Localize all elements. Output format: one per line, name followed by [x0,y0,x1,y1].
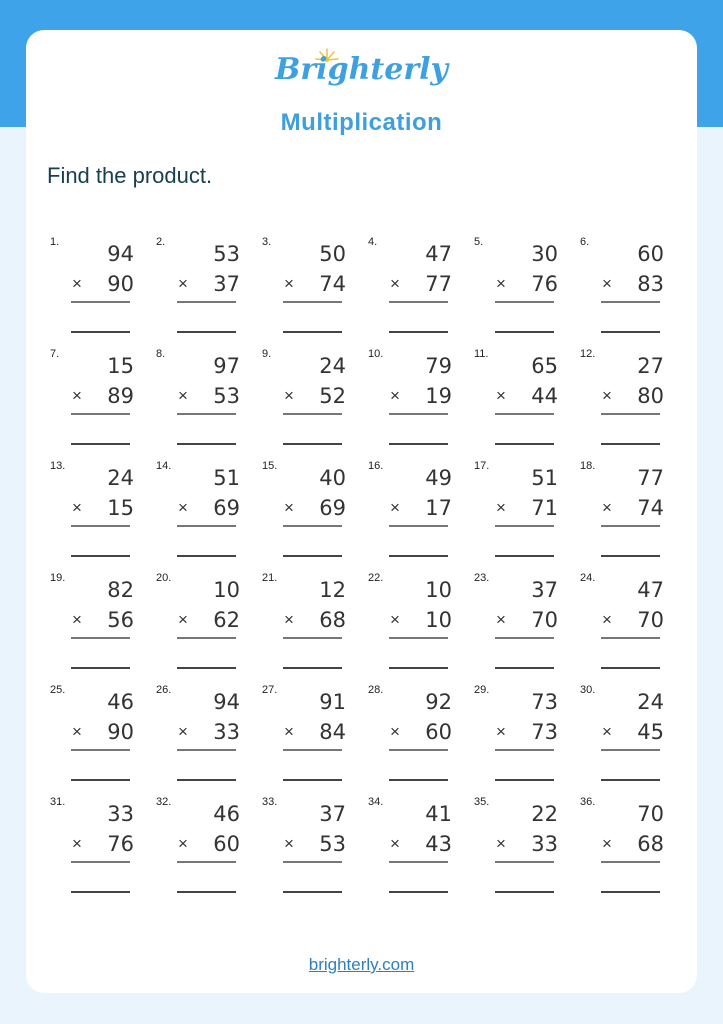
multiplier: 90 [107,272,134,296]
product-rule [177,637,236,639]
problem-number: 26. [156,684,172,696]
product-rule [495,749,554,751]
multiplicand: 41 [425,802,452,826]
product-rule [71,637,130,639]
product-rule [601,637,660,639]
multiplier: 76 [107,832,134,856]
multiplicand: 91 [319,690,346,714]
product-rule [71,301,130,303]
multiplicand: 73 [531,690,558,714]
problem-number: 13. [50,460,66,472]
answer-line[interactable] [389,443,448,445]
product-rule [389,637,448,639]
product-rule [389,861,448,863]
multiplier: 68 [637,832,664,856]
multiplier: 73 [531,720,558,744]
problem [474,348,580,448]
multiplicand: 47 [425,242,452,266]
product-rule [283,301,342,303]
product-rule [601,413,660,415]
multiply-sign: × [602,610,612,629]
multiplicand: 94 [213,690,240,714]
answer-line[interactable] [283,779,342,781]
multiplicand: 65 [531,354,558,378]
product-rule [71,525,130,527]
footer-link[interactable]: brighterly.com [308,955,415,974]
multiply-sign: × [284,610,294,629]
answer-line[interactable] [71,667,130,669]
answer-line[interactable] [495,891,554,893]
problem-number: 32. [156,796,172,808]
problem [156,236,262,336]
problem [580,348,686,448]
multiply-sign: × [390,834,400,853]
problem-number: 16. [368,460,384,472]
multiplier: 60 [213,832,240,856]
problem [580,236,686,336]
multiply-sign: × [72,274,82,293]
multiplier: 44 [531,384,558,408]
multiply-sign: × [602,722,612,741]
multiplier: 69 [319,496,346,520]
product-rule [389,413,448,415]
multiplicand: 46 [107,690,134,714]
problem [580,572,686,672]
problem-number: 27. [262,684,278,696]
multiply-sign: × [284,274,294,293]
answer-line[interactable] [71,555,130,557]
product-rule [177,861,236,863]
product-rule [71,861,130,863]
answer-line[interactable] [177,331,236,333]
problem-number: 30. [580,684,596,696]
multiplicand: 10 [213,578,240,602]
problem [474,236,580,336]
problem [474,796,580,896]
multiplier: 56 [107,608,134,632]
problem [262,684,368,784]
multiply-sign: × [72,722,82,741]
multiply-sign: × [602,498,612,517]
multiply-sign: × [72,610,82,629]
problem-number: 5. [474,236,484,248]
problem [262,236,368,336]
multiply-sign: × [390,498,400,517]
multiply-sign: × [390,386,400,405]
multiplicand: 47 [637,578,664,602]
multiplicand: 51 [531,466,558,490]
product-rule [177,301,236,303]
problem [50,236,156,336]
multiply-sign: × [496,610,506,629]
multiplier: 62 [213,608,240,632]
multiplier: 15 [107,496,134,520]
problem-number: 21. [262,572,278,584]
page-title: Multiplication [280,109,443,136]
multiplicand: 30 [531,242,558,266]
problem-number: 2. [156,236,166,248]
answer-line[interactable] [283,667,342,669]
problem-number: 36. [580,796,596,808]
problem-number: 12. [580,348,596,360]
product-rule [601,749,660,751]
answer-line[interactable] [177,779,236,781]
problem-number: 10. [368,348,384,360]
multiplicand: 70 [637,802,664,826]
answer-line[interactable] [283,891,342,893]
multiplier: 53 [213,384,240,408]
multiply-sign: × [178,498,188,517]
multiplicand: 24 [637,690,664,714]
multiplier: 68 [319,608,346,632]
product-rule [495,637,554,639]
problem [580,684,686,784]
multiplicand: 27 [637,354,664,378]
multiplicand: 37 [319,802,346,826]
multiplicand: 10 [425,578,452,602]
problem [50,348,156,448]
problem-number: 14. [156,460,172,472]
answer-line[interactable] [389,555,448,557]
problem-number: 15. [262,460,278,472]
answer-line[interactable] [601,555,660,557]
problem [50,796,156,896]
answer-line[interactable] [177,891,236,893]
multiplier: 70 [637,608,664,632]
problem-number: 18. [580,460,596,472]
problem [368,460,474,560]
product-rule [495,413,554,415]
answer-line[interactable] [495,555,554,557]
problem-number: 19. [50,572,66,584]
problem [368,236,474,336]
problem [262,572,368,672]
multiplicand: 40 [319,466,346,490]
multiplicand: 33 [107,802,134,826]
multiplicand: 94 [107,242,134,266]
problem-number: 4. [368,236,378,248]
problem-number: 6. [580,236,590,248]
answer-line[interactable] [495,443,554,445]
problem [368,348,474,448]
product-rule [283,637,342,639]
multiplicand: 92 [425,690,452,714]
multiply-sign: × [496,274,506,293]
multiplier: 89 [107,384,134,408]
answer-line[interactable] [177,555,236,557]
product-rule [177,749,236,751]
multiplier: 53 [319,832,346,856]
problem-number: 33. [262,796,278,808]
product-rule [389,301,448,303]
instruction: Find the product. [47,163,213,188]
multiply-sign: × [284,498,294,517]
multiplicand: 53 [213,242,240,266]
answer-line[interactable] [601,443,660,445]
problem-number: 3. [262,236,272,248]
multiplier: 71 [531,496,558,520]
product-rule [177,525,236,527]
multiply-sign: × [496,722,506,741]
multiply-sign: × [496,834,506,853]
multiplier: 77 [425,272,452,296]
product-rule [601,301,660,303]
multiplicand: 37 [531,578,558,602]
answer-line[interactable] [495,331,554,333]
problem [50,572,156,672]
problem [474,572,580,672]
problem [156,796,262,896]
problem-number: 24. [580,572,596,584]
multiplier: 83 [637,272,664,296]
multiply-sign: × [284,722,294,741]
answer-line[interactable] [71,779,130,781]
multiplicand: 12 [319,578,346,602]
product-rule [389,749,448,751]
problem [262,460,368,560]
answer-line[interactable] [71,331,130,333]
multiplier: 17 [425,496,452,520]
problem [156,460,262,560]
multiplier: 43 [425,832,452,856]
product-rule [177,413,236,415]
product-rule [601,861,660,863]
multiplier: 74 [637,496,664,520]
multiplier: 60 [425,720,452,744]
problem-number: 25. [50,684,66,696]
multiply-sign: × [602,274,612,293]
multiply-sign: × [284,834,294,853]
multiply-sign: × [72,386,82,405]
problem-number: 22. [368,572,384,584]
answer-line[interactable] [601,331,660,333]
multiplier: 90 [107,720,134,744]
multiply-sign: × [72,498,82,517]
multiply-sign: × [178,610,188,629]
brighterly-logo: Brighterly [275,52,448,87]
answer-line[interactable] [71,891,130,893]
multiplicand: 79 [425,354,452,378]
problem-number: 17. [474,460,490,472]
problem [580,796,686,896]
multiply-sign: × [390,274,400,293]
problem [262,348,368,448]
answer-line[interactable] [389,779,448,781]
answer-line[interactable] [177,443,236,445]
multiply-sign: × [178,274,188,293]
problem-number: 7. [50,348,60,360]
product-rule [71,749,130,751]
problem-number: 11. [474,348,489,360]
answer-line[interactable] [71,443,130,445]
multiplier: 74 [319,272,346,296]
multiplicand: 24 [319,354,346,378]
answer-line[interactable] [283,331,342,333]
problem [474,460,580,560]
problem [262,796,368,896]
multiplicand: 82 [107,578,134,602]
multiplicand: 60 [637,242,664,266]
multiplicand: 15 [107,354,134,378]
multiplicand: 22 [531,802,558,826]
problem [50,684,156,784]
answer-line[interactable] [601,779,660,781]
product-rule [71,413,130,415]
multiplier: 33 [531,832,558,856]
multiplier: 80 [637,384,664,408]
problem-number: 1. [50,236,60,248]
multiplier: 76 [531,272,558,296]
problem [368,572,474,672]
problem [50,460,156,560]
multiply-sign: × [390,610,400,629]
multiply-sign: × [496,498,506,517]
answer-line[interactable] [177,667,236,669]
multiplier: 33 [213,720,240,744]
multiplier: 45 [637,720,664,744]
multiply-sign: × [72,834,82,853]
multiplicand: 46 [213,802,240,826]
answer-line[interactable] [495,667,554,669]
multiply-sign: × [390,722,400,741]
multiplicand: 51 [213,466,240,490]
product-rule [601,525,660,527]
answer-line[interactable] [389,667,448,669]
multiplier: 19 [425,384,452,408]
multiplier: 37 [213,272,240,296]
multiplier: 70 [531,608,558,632]
answer-line[interactable] [283,443,342,445]
problem-number: 35. [474,796,490,808]
multiplicand: 49 [425,466,452,490]
answer-line[interactable] [495,779,554,781]
problem-number: 8. [156,348,166,360]
product-rule [389,525,448,527]
product-rule [495,861,554,863]
problem-number: 34. [368,796,384,808]
problem [368,684,474,784]
problem-number: 28. [368,684,384,696]
multiply-sign: × [602,386,612,405]
problem [156,684,262,784]
product-rule [495,301,554,303]
problem-number: 20. [156,572,172,584]
multiply-sign: × [178,386,188,405]
multiply-sign: × [284,386,294,405]
multiplier: 52 [319,384,346,408]
multiplicand: 77 [637,466,664,490]
product-rule [283,861,342,863]
answer-line[interactable] [601,667,660,669]
product-rule [283,413,342,415]
multiplicand: 50 [319,242,346,266]
multiply-sign: × [178,834,188,853]
problem [156,348,262,448]
product-rule [283,749,342,751]
problem [156,572,262,672]
multiply-sign: × [496,386,506,405]
product-rule [495,525,554,527]
problem [474,684,580,784]
multiplicand: 97 [213,354,240,378]
multiply-sign: × [178,722,188,741]
problem [580,460,686,560]
answer-line[interactable] [283,555,342,557]
answer-line[interactable] [389,891,448,893]
multiplicand: 24 [107,466,134,490]
problem [368,796,474,896]
multiplier: 84 [319,720,346,744]
problem-number: 31. [50,796,66,808]
answer-line[interactable] [601,891,660,893]
answer-line[interactable] [389,331,448,333]
problem-number: 29. [474,684,490,696]
multiply-sign: × [602,834,612,853]
multiplier: 69 [213,496,240,520]
problem-number: 9. [262,348,272,360]
multiplier: 10 [425,608,452,632]
product-rule [283,525,342,527]
problem-number: 23. [474,572,490,584]
